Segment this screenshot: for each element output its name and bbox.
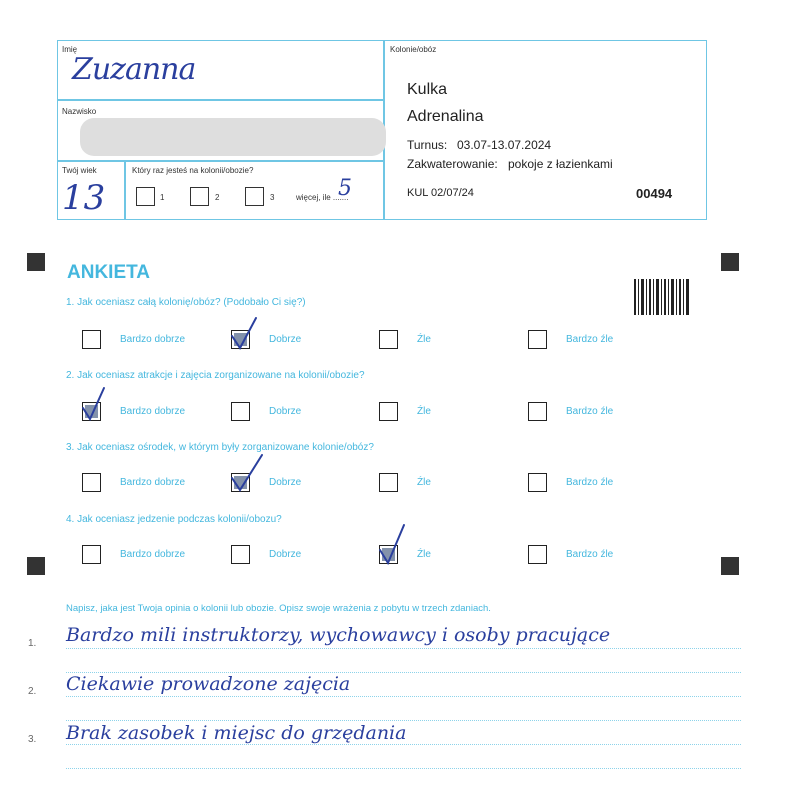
- registration-mark-bottom-left: [27, 557, 45, 575]
- answer-line-2b: [66, 720, 741, 721]
- camp-name: Kulka: [407, 81, 448, 98]
- q3-label-dobrze: Dobrze: [269, 477, 302, 488]
- q4-label-zle: Źle: [417, 549, 431, 560]
- q4-option-bardzo-zle[interactable]: [528, 545, 547, 564]
- times-option-1: 1: [160, 193, 165, 202]
- answer-line-3: [66, 744, 741, 745]
- row-divider-1: [57, 99, 383, 101]
- accommodation-label: Zakwaterowanie:: [407, 157, 498, 171]
- answer-line-3b: [66, 768, 741, 769]
- q1-label-dobrze: Dobrze: [269, 334, 302, 345]
- form-number: 00494: [636, 186, 673, 201]
- redacted-surname: [80, 118, 386, 156]
- name-label: Imię: [62, 45, 78, 54]
- q2-option-zle[interactable]: [379, 402, 398, 421]
- question-1-text: 1. Jak oceniasz całą kolonię/obóz? (Podobało Ci się?): [66, 297, 306, 308]
- q4-option-bardzo-dobrze[interactable]: [82, 545, 101, 564]
- times-checkbox-2[interactable]: [190, 187, 209, 206]
- q3-label-bardzo-dobrze: Bardzo dobrze: [120, 477, 186, 488]
- camp-label: Kolonie/obóz: [390, 45, 437, 54]
- q1-label-bardzo-zle: Bardzo źle: [566, 334, 614, 345]
- age-label: Twój wiek: [62, 166, 97, 175]
- q3-option-bardzo-zle[interactable]: [528, 473, 547, 492]
- turnus-label: Turnus:: [407, 138, 448, 152]
- registration-mark-top-left: [27, 253, 45, 271]
- times-option-3: 3: [270, 193, 275, 202]
- answer-line-1: [66, 648, 741, 649]
- q4-option-dobrze[interactable]: [231, 545, 250, 564]
- answer-line-2: [66, 696, 741, 697]
- q4-option-zle[interactable]: [379, 545, 398, 564]
- accommodation-value: pokoje z łazienkami: [508, 157, 613, 171]
- barcode: [634, 279, 690, 315]
- q2-label-dobrze: Dobrze: [269, 406, 302, 417]
- q3-label-bardzo-zle: Bardzo źle: [566, 477, 614, 488]
- opinion-prompt: Napisz, jaka jest Twoja opinia o kolonii lub obozie. Opisz swoje wrażenia z pobytu w trzech zdaniach.: [66, 603, 491, 614]
- question-3-text: 3. Jak oceniasz ośrodek, w którym były zorganizowane kolonie/obóz?: [66, 442, 374, 453]
- line-number-2: 2.: [28, 686, 37, 697]
- q2-label-bardzo-dobrze: Bardzo dobrze: [120, 406, 186, 417]
- question-2-text: 2. Jak oceniasz atrakcje i zajęcia zorganizowane na kolonii/obozie?: [66, 370, 365, 381]
- q4-label-bardzo-zle: Bardzo źle: [566, 549, 614, 560]
- question-4-text: 4. Jak oceniasz jedzenie podczas kolonii/obozu?: [66, 514, 282, 525]
- q1-option-bardzo-zle[interactable]: [528, 330, 547, 349]
- times-checkbox-3[interactable]: [245, 187, 264, 206]
- q3-option-zle[interactable]: [379, 473, 398, 492]
- more-handwriting: 5: [338, 176, 352, 201]
- registration-mark-bottom-right: [721, 557, 739, 575]
- opinion-handwriting-2: Ciekawie prowadzone zajęcia: [66, 673, 351, 695]
- q1-option-zle[interactable]: [379, 330, 398, 349]
- q3-option-dobrze[interactable]: [231, 473, 250, 492]
- q2-option-dobrze[interactable]: [231, 402, 250, 421]
- q2-label-bardzo-zle: Bardzo źle: [566, 406, 614, 417]
- q1-option-bardzo-dobrze[interactable]: [82, 330, 101, 349]
- q3-label-zle: Źle: [417, 477, 431, 488]
- q2-option-bardzo-zle[interactable]: [528, 402, 547, 421]
- q4-label-bardzo-dobrze: Bardzo dobrze: [120, 549, 186, 560]
- q4-label-dobrze: Dobrze: [269, 549, 302, 560]
- q2-label-zle: Źle: [417, 406, 431, 417]
- registration-mark-top-right: [721, 253, 739, 271]
- camp-theme: Adrenalina: [407, 108, 484, 125]
- opinion-handwriting-3: Brak zasobek i miejsc do grzędania: [66, 722, 407, 744]
- q2-option-bardzo-dobrze[interactable]: [82, 402, 101, 421]
- q3-option-bardzo-dobrze[interactable]: [82, 473, 101, 492]
- opinion-handwriting-1: Bardzo mili instruktorzy, wychowawcy i osoby pracujące: [66, 624, 611, 646]
- name-handwriting: Zuzanna: [72, 52, 196, 87]
- times-label: Który raz jesteś na kolonii/obozie?: [132, 166, 254, 175]
- q1-label-bardzo-dobrze: Bardzo dobrze: [120, 334, 186, 345]
- age-handwriting: 13: [62, 178, 106, 218]
- q1-label-zle: Źle: [417, 334, 431, 345]
- times-option-2: 2: [215, 193, 220, 202]
- times-checkbox-1[interactable]: [136, 187, 155, 206]
- line-number-3: 3.: [28, 734, 37, 745]
- surname-label: Nazwisko: [62, 107, 97, 116]
- turnus-value: 03.07-13.07.2024: [457, 138, 552, 152]
- form-code: KUL 02/07/24: [407, 187, 474, 199]
- survey-title: ANKIETA: [67, 262, 151, 283]
- more-label: więcej, ile .......: [296, 193, 349, 202]
- row-divider-2: [57, 160, 383, 162]
- q1-option-dobrze[interactable]: [231, 330, 250, 349]
- age-divider: [124, 160, 126, 220]
- line-number-1: 1.: [28, 638, 37, 649]
